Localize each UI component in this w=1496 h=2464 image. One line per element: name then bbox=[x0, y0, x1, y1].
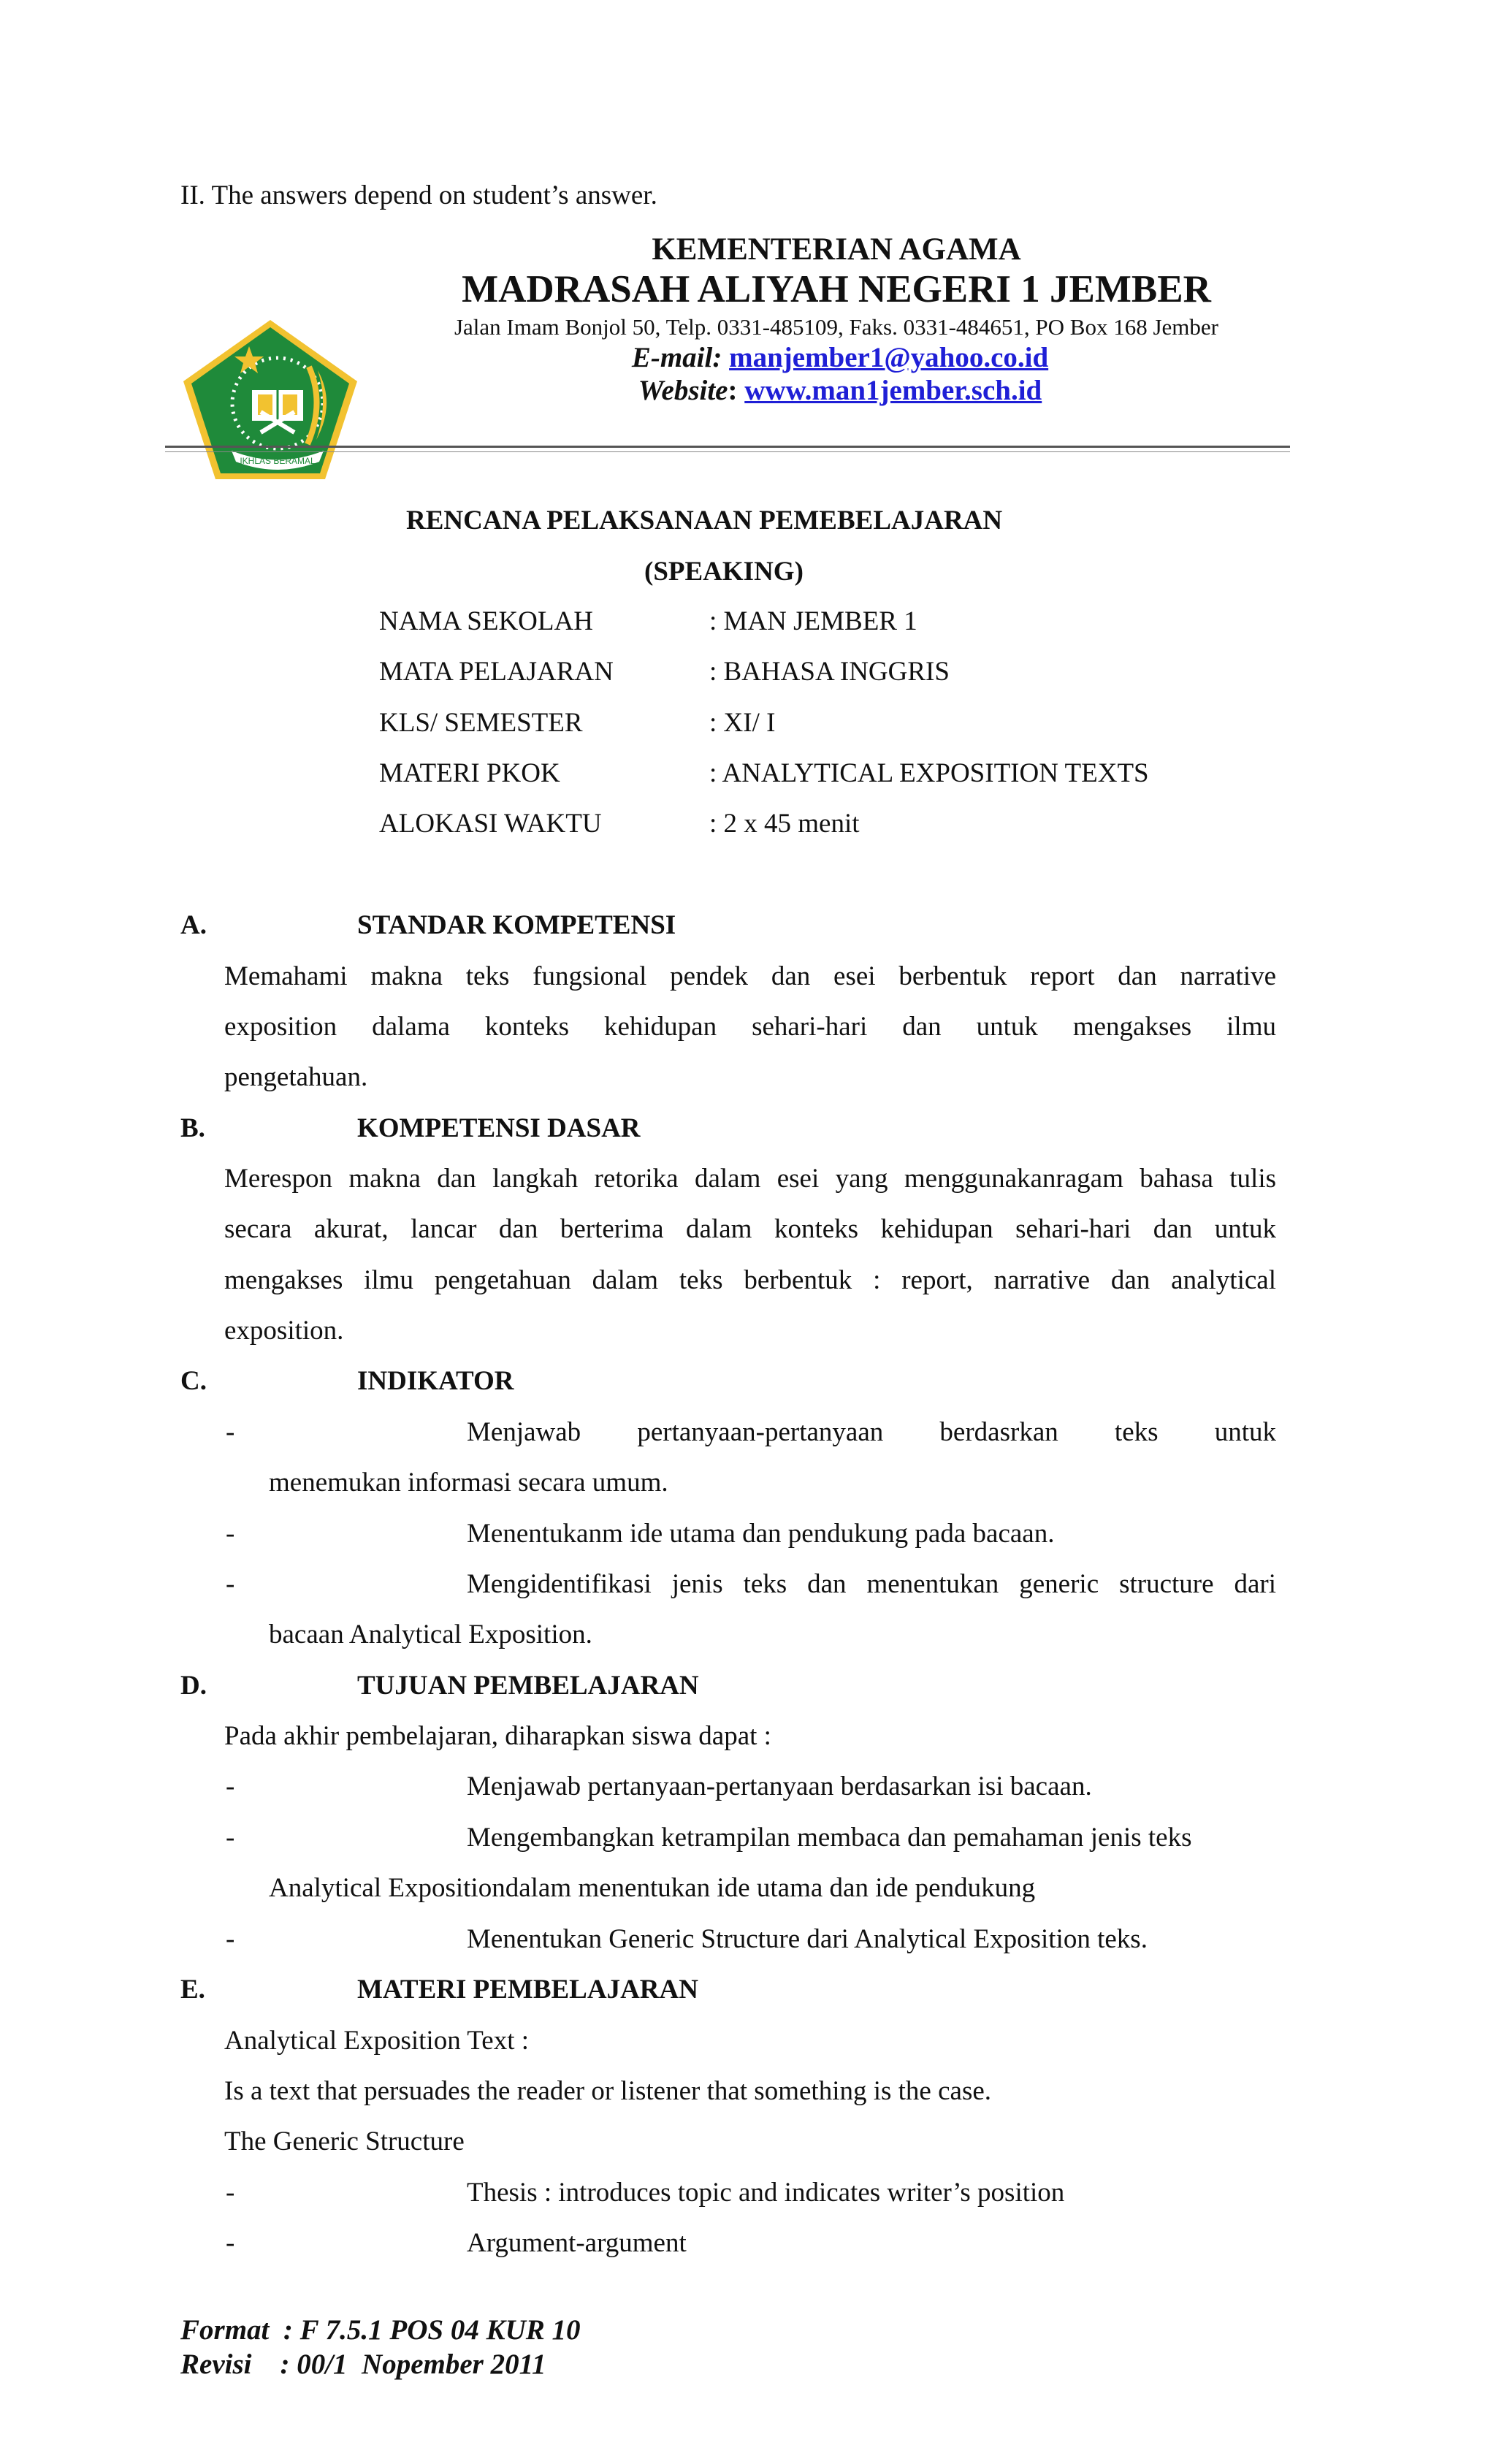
info-value-class: : XI/ I bbox=[709, 708, 776, 738]
section-e-heading: MATERI PEMBELAJARAN bbox=[357, 1975, 698, 2005]
section-c-letter: C. bbox=[180, 1366, 207, 1396]
section-e-bullet-1: - bbox=[226, 2178, 235, 2208]
section-d-intro: Pada akhir pembelajaran, diharapkan siswa dapat : bbox=[224, 1721, 771, 1751]
section-d-item-2-cont: Analytical Expositiondalam menentukan ide utama dan ide pendukung bbox=[269, 1873, 1036, 1903]
section-c-bullet-2: - bbox=[226, 1519, 235, 1549]
section-a-line-3: pengetahuan. bbox=[224, 1062, 368, 1092]
footer-format: Format : F 7.5.1 POS 04 KUR 10 bbox=[180, 2314, 581, 2346]
website-colon: : bbox=[728, 375, 738, 406]
section-e-line-2: Is a text that persuades the reader or listener that something is the case. bbox=[224, 2076, 992, 2106]
info-value-subject: : BAHASA INGGRIS bbox=[709, 657, 950, 687]
section-b-line-2: secara akurat, lancar dan berterima dalam konteks kehidupan sehari-hari dan untuk bbox=[224, 1214, 1276, 1244]
section-d-item-1: Menjawab pertanyaan-pertanyaan berdasarkan isi bacaan. bbox=[467, 1771, 1092, 1801]
section-c-item-1-cont: menemukan informasi secara umum. bbox=[269, 1468, 668, 1498]
section-a-line-1: Memahami makna teks fungsional pendek dan esei berbentuk report dan narrative bbox=[224, 961, 1276, 991]
section-c-item-1: Menjawab pertanyaan-pertanyaan berdasrkan teks untuk bbox=[467, 1417, 1276, 1447]
section-c-heading: INDIKATOR bbox=[357, 1366, 514, 1396]
section-d-letter: D. bbox=[180, 1671, 207, 1701]
school-address: Jalan Imam Bonjol 50, Telp. 0331-485109, Faks. 0331-484651, PO Box 168 Jember bbox=[454, 314, 1219, 340]
document-title: RENCANA PELAKSANAAN PEMEBELAJARAN bbox=[406, 506, 1003, 535]
section-a-line-2: exposition dalama konteks kehidupan sehari-hari dan untuk mengakses ilmu bbox=[224, 1012, 1276, 1042]
ministry-logo bbox=[179, 316, 362, 484]
section-b-letter: B. bbox=[180, 1113, 205, 1143]
section-a-letter: A. bbox=[180, 910, 207, 940]
info-label-time: ALOKASI WAKTU bbox=[379, 809, 602, 839]
ministry-name: KEMENTERIAN AGAMA bbox=[652, 232, 1021, 267]
section-b-line-4: exposition. bbox=[224, 1316, 344, 1346]
section-b-heading: KOMPETENSI DASAR bbox=[357, 1113, 641, 1143]
section-c-item-2: Menentukanm ide utama dan pendukung pada bacaan. bbox=[467, 1519, 1055, 1549]
info-value-time: : 2 x 45 menit bbox=[709, 809, 860, 839]
info-value-material: : ANALYTICAL EXPOSITION TEXTS bbox=[709, 758, 1149, 788]
section-e-letter: E. bbox=[180, 1975, 205, 2005]
section-b-line-1: Merespon makna dan langkah retorika dalam esei yang menggunakanragam bahasa tulis bbox=[224, 1164, 1276, 1194]
section-e-item-1: Thesis : introduces topic and indicates writer’s position bbox=[467, 2178, 1065, 2208]
letterhead-rule-thin bbox=[165, 451, 1290, 452]
section-d-bullet-2: - bbox=[226, 1823, 235, 1853]
section-c-bullet-1: - bbox=[226, 1417, 235, 1447]
school-name: MADRASAH ALIYAH NEGERI 1 JEMBER bbox=[462, 268, 1211, 310]
top-note: II. The answers depend on student’s answer. bbox=[180, 180, 657, 210]
section-d-heading: TUJUAN PEMBELAJARAN bbox=[357, 1671, 699, 1701]
website-label: Website bbox=[638, 375, 728, 406]
website-link[interactable]: www.man1jember.sch.id bbox=[744, 375, 1042, 406]
section-a-heading: STANDAR KOMPETENSI bbox=[357, 910, 676, 940]
section-d-bullet-1: - bbox=[226, 1771, 235, 1801]
info-label-material: MATERI PKOK bbox=[379, 758, 560, 788]
section-c-item-3-cont: bacaan Analytical Exposition. bbox=[269, 1620, 592, 1649]
section-e-line-1: Analytical Exposition Text : bbox=[224, 2026, 530, 2056]
document-subtitle: (SPEAKING) bbox=[644, 557, 804, 587]
letterhead-rule-thick bbox=[165, 446, 1290, 448]
section-c-item-3: Mengidentifikasi jenis teks dan menentukan generic structure dari bbox=[467, 1569, 1276, 1599]
section-b-line-3: mengakses ilmu pengetahuan dalam teks berbentuk : report, narrative dan analytical bbox=[224, 1265, 1276, 1295]
footer-revisi: Revisi : 00/1 Nopember 2011 bbox=[180, 2349, 546, 2380]
section-e-line-3: The Generic Structure bbox=[224, 2127, 465, 2156]
section-d-item-2: Mengembangkan ketrampilan membaca dan pemahaman jenis teks bbox=[467, 1823, 1192, 1853]
section-d-item-3: Menentukan Generic Structure dari Analytical Exposition teks. bbox=[467, 1924, 1148, 1954]
email-link[interactable]: manjember1@yahoo.co.id bbox=[729, 342, 1049, 373]
svg-text:IKHLAS BERAMAL: IKHLAS BERAMAL bbox=[240, 456, 316, 466]
info-label-class: KLS/ SEMESTER bbox=[379, 708, 583, 738]
email-line bbox=[511, 343, 1169, 372]
info-value-school: : MAN JEMBER 1 bbox=[709, 606, 917, 636]
section-c-bullet-3: - bbox=[226, 1569, 235, 1599]
info-label-school: NAMA SEKOLAH bbox=[379, 606, 593, 636]
email-label: E-mail: bbox=[631, 342, 722, 373]
info-label-subject: MATA PELAJARAN bbox=[379, 657, 614, 687]
website-line bbox=[511, 376, 1169, 405]
section-e-item-2: Argument-argument bbox=[467, 2228, 687, 2258]
section-d-bullet-3: - bbox=[226, 1924, 235, 1954]
section-e-bullet-2: - bbox=[226, 2228, 235, 2258]
